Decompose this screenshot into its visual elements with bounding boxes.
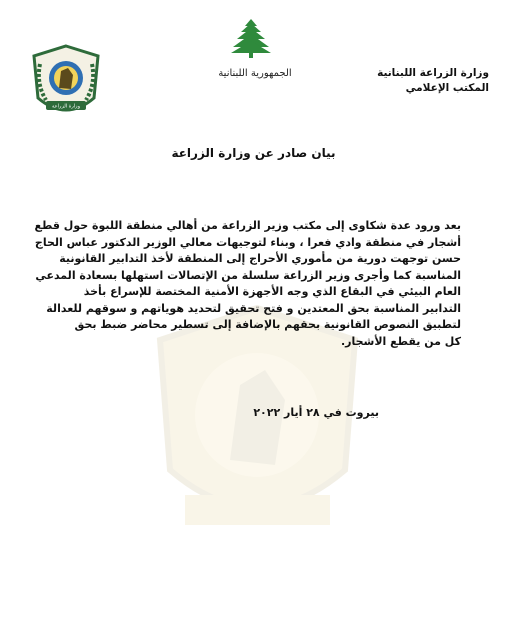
statement-line: التدابير المناسبة بحق المعتدين و فتح تحقيق لتحديد هوياتهم و سوقهم للعدالة [46,301,461,315]
ministry-header [349,66,489,96]
lebanese-cedar-icon [230,18,272,58]
statement-title: بيان صادر عن وزارة الزراعة [171,146,336,160]
statement-line: كل من يقطع الأشجار. [340,334,461,348]
media-office-name: المكتب الإعلامي [405,82,489,94]
statement-line: حسن توجهت دورية من مأموري الأحراج إلى المنطقة لأخذ التدابير القانونية [59,252,461,265]
ministry-emblem-icon [30,44,102,122]
statement-body [34,218,461,350]
statement-line: بعد ورود عدة شكاوى إلى مكتب وزير الزراعة من أهالي منطقة اللبوة حول قطع [34,219,461,232]
statement-line: لتطبيق النصوص القانونية بحقهم بالإضافة إلى تسطير محاضر ضبط بحق [74,318,461,331]
statement-line: أشجار في منطقة وادي فعرا ، وبناء لتوجيهات معالي الوزير الدكتور عباس الحاج [34,235,461,249]
statement-line: العام البيئي في البقاع الذي وجه الأجهزة الأمنية المختصة للإسراع بأخذ [83,285,461,298]
emblem-text: وزارة الزراعة [52,103,80,110]
ministry-name: وزارة الزراعة اللبنانية [377,67,489,79]
statement-date: بيروت في ٢٨ أيار ٢٠٢٢ [253,406,379,419]
statement-line: المناسبة كما وأجرى وزير الزراعة سلسلة من الإتصالات استهلها بسعادة المدعي [35,268,461,282]
republic-label: الجمهورية اللبنانية [218,68,292,79]
